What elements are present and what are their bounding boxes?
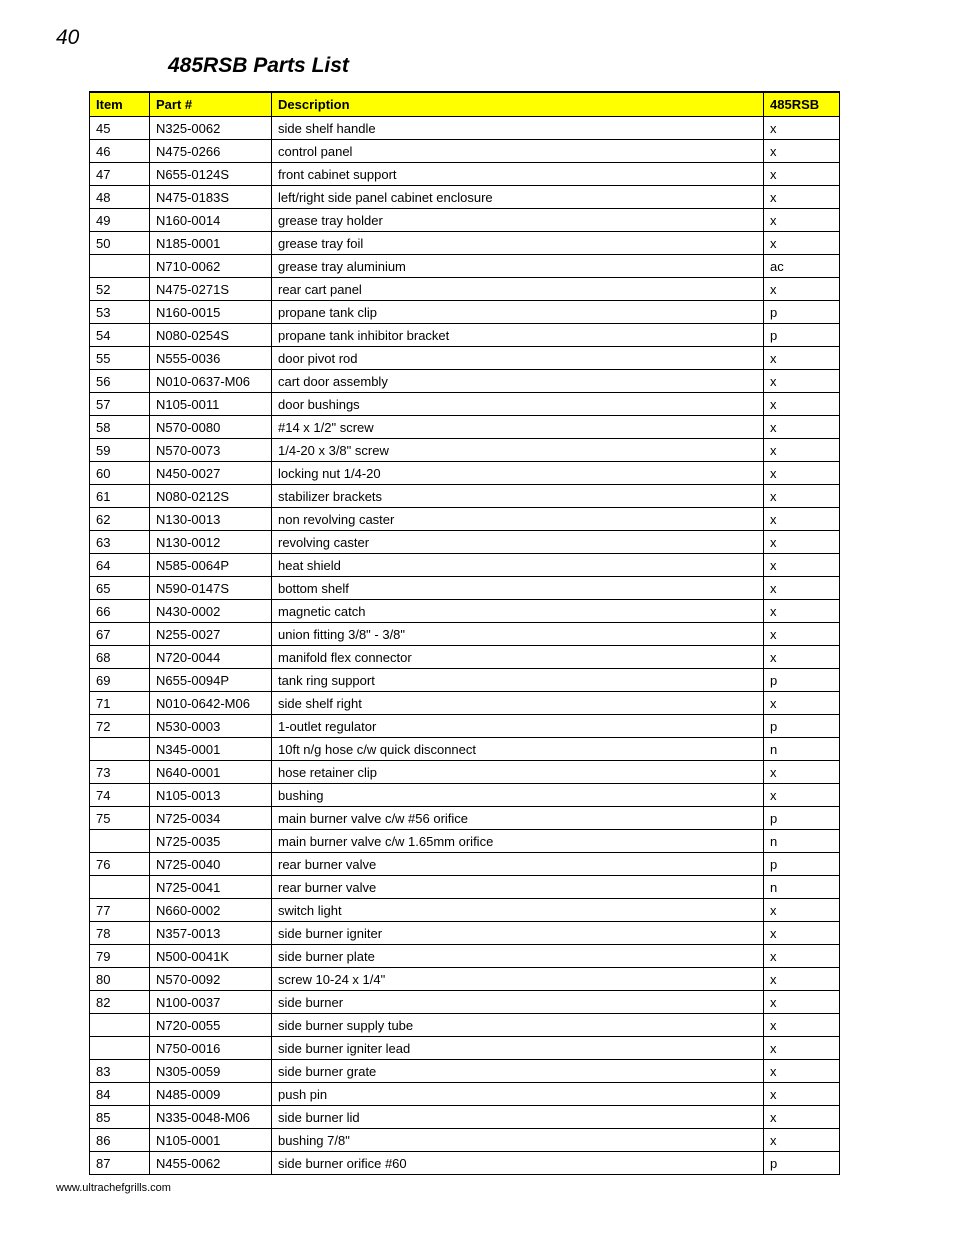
model-availability-cell: x	[764, 186, 840, 209]
part-number-cell: N100-0037	[150, 991, 272, 1014]
table-row	[90, 1152, 840, 1175]
description-cell: bushing 7/8"	[272, 1129, 764, 1152]
description-cell: locking nut 1/4-20	[272, 462, 764, 485]
description-cell: hose retainer clip	[272, 761, 764, 784]
model-availability-cell: x	[764, 209, 840, 232]
model-availability-cell: ac	[764, 255, 840, 278]
item-number-cell: 50	[90, 232, 150, 255]
column-header-description: Description	[272, 92, 764, 117]
model-availability-cell: n	[764, 738, 840, 761]
item-number-cell: 84	[90, 1083, 150, 1106]
table-row	[90, 508, 840, 531]
item-number-cell: 52	[90, 278, 150, 301]
table-row	[90, 1083, 840, 1106]
model-availability-cell: p	[764, 807, 840, 830]
part-number-cell: N335-0048-M06	[150, 1106, 272, 1129]
model-availability-cell: x	[764, 784, 840, 807]
item-number-cell: 62	[90, 508, 150, 531]
table-row	[90, 370, 840, 393]
part-number-cell: N305-0059	[150, 1060, 272, 1083]
item-number-cell: 55	[90, 347, 150, 370]
item-number-cell: 73	[90, 761, 150, 784]
item-number-cell: 61	[90, 485, 150, 508]
model-availability-cell: x	[764, 370, 840, 393]
description-cell: door pivot rod	[272, 347, 764, 370]
item-number-cell: 56	[90, 370, 150, 393]
part-number-cell: N725-0041	[150, 876, 272, 899]
item-number-cell	[90, 1037, 150, 1060]
page-title: 485RSB Parts List	[168, 54, 349, 77]
table-row	[90, 1037, 840, 1060]
part-number-cell: N357-0013	[150, 922, 272, 945]
model-availability-cell: x	[764, 945, 840, 968]
description-cell: main burner valve c/w #56 orifice	[272, 807, 764, 830]
description-cell: screw 10-24 x 1/4"	[272, 968, 764, 991]
description-cell: left/right side panel cabinet enclosure	[272, 186, 764, 209]
table-row	[90, 853, 840, 876]
table-row	[90, 738, 840, 761]
description-cell: propane tank inhibitor bracket	[272, 324, 764, 347]
table-row	[90, 715, 840, 738]
part-number-cell: N750-0016	[150, 1037, 272, 1060]
model-availability-cell: x	[764, 531, 840, 554]
part-number-cell: N720-0044	[150, 646, 272, 669]
table-row	[90, 945, 840, 968]
description-cell: revolving caster	[272, 531, 764, 554]
table-row	[90, 347, 840, 370]
description-cell: bottom shelf	[272, 577, 764, 600]
part-number-cell: N725-0034	[150, 807, 272, 830]
model-availability-cell: p	[764, 301, 840, 324]
item-number-cell: 79	[90, 945, 150, 968]
table-row	[90, 531, 840, 554]
table-row	[90, 600, 840, 623]
item-number-cell	[90, 738, 150, 761]
item-number-cell: 63	[90, 531, 150, 554]
item-number-cell: 65	[90, 577, 150, 600]
item-number-cell: 76	[90, 853, 150, 876]
item-number-cell: 80	[90, 968, 150, 991]
model-availability-cell: x	[764, 646, 840, 669]
part-number-cell: N720-0055	[150, 1014, 272, 1037]
model-availability-cell: x	[764, 416, 840, 439]
description-cell: rear cart panel	[272, 278, 764, 301]
model-availability-cell: x	[764, 692, 840, 715]
part-number-cell: N585-0064P	[150, 554, 272, 577]
description-cell: side shelf handle	[272, 117, 764, 140]
model-availability-cell: x	[764, 761, 840, 784]
description-cell: push pin	[272, 1083, 764, 1106]
table-row	[90, 692, 840, 715]
part-number-cell: N010-0642-M06	[150, 692, 272, 715]
table-row	[90, 784, 840, 807]
part-number-cell: N345-0001	[150, 738, 272, 761]
table-row	[90, 807, 840, 830]
page-number: 40	[56, 26, 80, 49]
item-number-cell: 83	[90, 1060, 150, 1083]
table-row	[90, 140, 840, 163]
part-number-cell: N485-0009	[150, 1083, 272, 1106]
description-cell: rear burner valve	[272, 853, 764, 876]
description-cell: side burner igniter lead	[272, 1037, 764, 1060]
column-header-part-number: Part #	[150, 92, 272, 117]
item-number-cell: 54	[90, 324, 150, 347]
part-number-cell: N475-0183S	[150, 186, 272, 209]
table-row	[90, 301, 840, 324]
part-number-cell: N555-0036	[150, 347, 272, 370]
part-number-cell: N640-0001	[150, 761, 272, 784]
item-number-cell: 58	[90, 416, 150, 439]
model-availability-cell: x	[764, 508, 840, 531]
model-availability-cell: n	[764, 876, 840, 899]
description-cell: side burner grate	[272, 1060, 764, 1083]
description-cell: union fitting 3/8" - 3/8"	[272, 623, 764, 646]
model-availability-cell: n	[764, 830, 840, 853]
item-number-cell: 47	[90, 163, 150, 186]
item-number-cell: 86	[90, 1129, 150, 1152]
part-number-cell: N430-0002	[150, 600, 272, 623]
table-row	[90, 991, 840, 1014]
description-cell: propane tank clip	[272, 301, 764, 324]
model-availability-cell: x	[764, 232, 840, 255]
model-availability-cell: x	[764, 1060, 840, 1083]
column-header-item: Item	[90, 92, 150, 117]
part-number-cell: N500-0041K	[150, 945, 272, 968]
table-row	[90, 255, 840, 278]
item-number-cell: 71	[90, 692, 150, 715]
part-number-cell: N655-0094P	[150, 669, 272, 692]
table-row	[90, 623, 840, 646]
model-availability-cell: x	[764, 1014, 840, 1037]
part-number-cell: N710-0062	[150, 255, 272, 278]
model-availability-cell: x	[764, 278, 840, 301]
part-number-cell: N130-0012	[150, 531, 272, 554]
item-number-cell: 72	[90, 715, 150, 738]
item-number-cell: 53	[90, 301, 150, 324]
part-number-cell: N725-0035	[150, 830, 272, 853]
model-availability-cell: x	[764, 1129, 840, 1152]
description-cell: cart door assembly	[272, 370, 764, 393]
item-number-cell: 87	[90, 1152, 150, 1175]
table-header-row	[90, 92, 840, 117]
column-header-model: 485RSB	[764, 92, 840, 117]
part-number-cell: N325-0062	[150, 117, 272, 140]
table-row	[90, 209, 840, 232]
model-availability-cell: x	[764, 623, 840, 646]
table-row	[90, 577, 840, 600]
model-availability-cell: x	[764, 991, 840, 1014]
part-number-cell: N080-0212S	[150, 485, 272, 508]
item-number-cell: 57	[90, 393, 150, 416]
part-number-cell: N130-0013	[150, 508, 272, 531]
table-row	[90, 1060, 840, 1083]
description-cell: manifold flex connector	[272, 646, 764, 669]
table-row	[90, 1014, 840, 1037]
table-row	[90, 669, 840, 692]
parts-table	[89, 91, 840, 1175]
table-row	[90, 899, 840, 922]
description-cell: main burner valve c/w 1.65mm orifice	[272, 830, 764, 853]
part-number-cell: N725-0040	[150, 853, 272, 876]
item-number-cell: 59	[90, 439, 150, 462]
description-cell: grease tray aluminium	[272, 255, 764, 278]
table-row	[90, 117, 840, 140]
model-availability-cell: p	[764, 1152, 840, 1175]
part-number-cell: N590-0147S	[150, 577, 272, 600]
description-cell: rear burner valve	[272, 876, 764, 899]
model-availability-cell: x	[764, 439, 840, 462]
table-row	[90, 554, 840, 577]
table-row	[90, 876, 840, 899]
table-row	[90, 278, 840, 301]
footer-url: www.ultrachefgrills.com	[56, 1182, 171, 1194]
model-availability-cell: p	[764, 324, 840, 347]
part-number-cell: N255-0027	[150, 623, 272, 646]
part-number-cell: N455-0062	[150, 1152, 272, 1175]
description-cell: grease tray holder	[272, 209, 764, 232]
item-number-cell: 45	[90, 117, 150, 140]
model-availability-cell: x	[764, 393, 840, 416]
description-cell: stabilizer brackets	[272, 485, 764, 508]
item-number-cell	[90, 1014, 150, 1037]
table-row	[90, 439, 840, 462]
item-number-cell: 74	[90, 784, 150, 807]
part-number-cell: N570-0073	[150, 439, 272, 462]
model-availability-cell: x	[764, 163, 840, 186]
description-cell: magnetic catch	[272, 600, 764, 623]
table-row	[90, 761, 840, 784]
part-number-cell: N010-0637-M06	[150, 370, 272, 393]
table-row	[90, 968, 840, 991]
table-row	[90, 1129, 840, 1152]
part-number-cell: N105-0001	[150, 1129, 272, 1152]
description-cell: side burner supply tube	[272, 1014, 764, 1037]
model-availability-cell: x	[764, 577, 840, 600]
item-number-cell	[90, 830, 150, 853]
model-availability-cell: x	[764, 554, 840, 577]
description-cell: side burner orifice #60	[272, 1152, 764, 1175]
item-number-cell: 68	[90, 646, 150, 669]
table-row	[90, 646, 840, 669]
model-availability-cell: x	[764, 600, 840, 623]
model-availability-cell: x	[764, 1037, 840, 1060]
description-cell: 1-outlet regulator	[272, 715, 764, 738]
item-number-cell: 46	[90, 140, 150, 163]
model-availability-cell: x	[764, 968, 840, 991]
table-row	[90, 485, 840, 508]
table-row	[90, 393, 840, 416]
part-number-cell: N655-0124S	[150, 163, 272, 186]
table-row	[90, 186, 840, 209]
model-availability-cell: p	[764, 715, 840, 738]
description-cell: #14 x 1/2" screw	[272, 416, 764, 439]
part-number-cell: N105-0013	[150, 784, 272, 807]
model-availability-cell: x	[764, 117, 840, 140]
description-cell: non revolving caster	[272, 508, 764, 531]
part-number-cell: N105-0011	[150, 393, 272, 416]
part-number-cell: N475-0266	[150, 140, 272, 163]
part-number-cell: N570-0092	[150, 968, 272, 991]
description-cell: grease tray foil	[272, 232, 764, 255]
part-number-cell: N475-0271S	[150, 278, 272, 301]
part-number-cell: N160-0014	[150, 209, 272, 232]
table-row	[90, 830, 840, 853]
description-cell: door bushings	[272, 393, 764, 416]
description-cell: switch light	[272, 899, 764, 922]
item-number-cell: 67	[90, 623, 150, 646]
item-number-cell: 66	[90, 600, 150, 623]
table-row	[90, 232, 840, 255]
table-row	[90, 324, 840, 347]
table-row	[90, 416, 840, 439]
description-cell: side burner igniter	[272, 922, 764, 945]
item-number-cell	[90, 255, 150, 278]
item-number-cell: 85	[90, 1106, 150, 1129]
model-availability-cell: p	[764, 853, 840, 876]
item-number-cell: 48	[90, 186, 150, 209]
item-number-cell: 78	[90, 922, 150, 945]
description-cell: side shelf right	[272, 692, 764, 715]
model-availability-cell: x	[764, 922, 840, 945]
item-number-cell: 69	[90, 669, 150, 692]
part-number-cell: N160-0015	[150, 301, 272, 324]
model-availability-cell: x	[764, 899, 840, 922]
table-body	[90, 117, 840, 1175]
description-cell: front cabinet support	[272, 163, 764, 186]
part-number-cell: N080-0254S	[150, 324, 272, 347]
description-cell: side burner plate	[272, 945, 764, 968]
table-row	[90, 922, 840, 945]
model-availability-cell: p	[764, 669, 840, 692]
table-row	[90, 1106, 840, 1129]
description-cell: 10ft n/g hose c/w quick disconnect	[272, 738, 764, 761]
table-row	[90, 163, 840, 186]
part-number-cell: N450-0027	[150, 462, 272, 485]
description-cell: side burner lid	[272, 1106, 764, 1129]
part-number-cell: N570-0080	[150, 416, 272, 439]
description-cell: tank ring support	[272, 669, 764, 692]
description-cell: control panel	[272, 140, 764, 163]
model-availability-cell: x	[764, 140, 840, 163]
description-cell: bushing	[272, 784, 764, 807]
item-number-cell: 64	[90, 554, 150, 577]
model-availability-cell: x	[764, 485, 840, 508]
description-cell: side burner	[272, 991, 764, 1014]
item-number-cell: 82	[90, 991, 150, 1014]
description-cell: 1/4-20 x 3/8" screw	[272, 439, 764, 462]
item-number-cell: 49	[90, 209, 150, 232]
description-cell: heat shield	[272, 554, 764, 577]
table-row	[90, 462, 840, 485]
part-number-cell: N660-0002	[150, 899, 272, 922]
item-number-cell: 60	[90, 462, 150, 485]
item-number-cell: 75	[90, 807, 150, 830]
part-number-cell: N185-0001	[150, 232, 272, 255]
model-availability-cell: x	[764, 1106, 840, 1129]
item-number-cell	[90, 876, 150, 899]
model-availability-cell: x	[764, 347, 840, 370]
model-availability-cell: x	[764, 1083, 840, 1106]
model-availability-cell: x	[764, 462, 840, 485]
item-number-cell: 77	[90, 899, 150, 922]
part-number-cell: N530-0003	[150, 715, 272, 738]
